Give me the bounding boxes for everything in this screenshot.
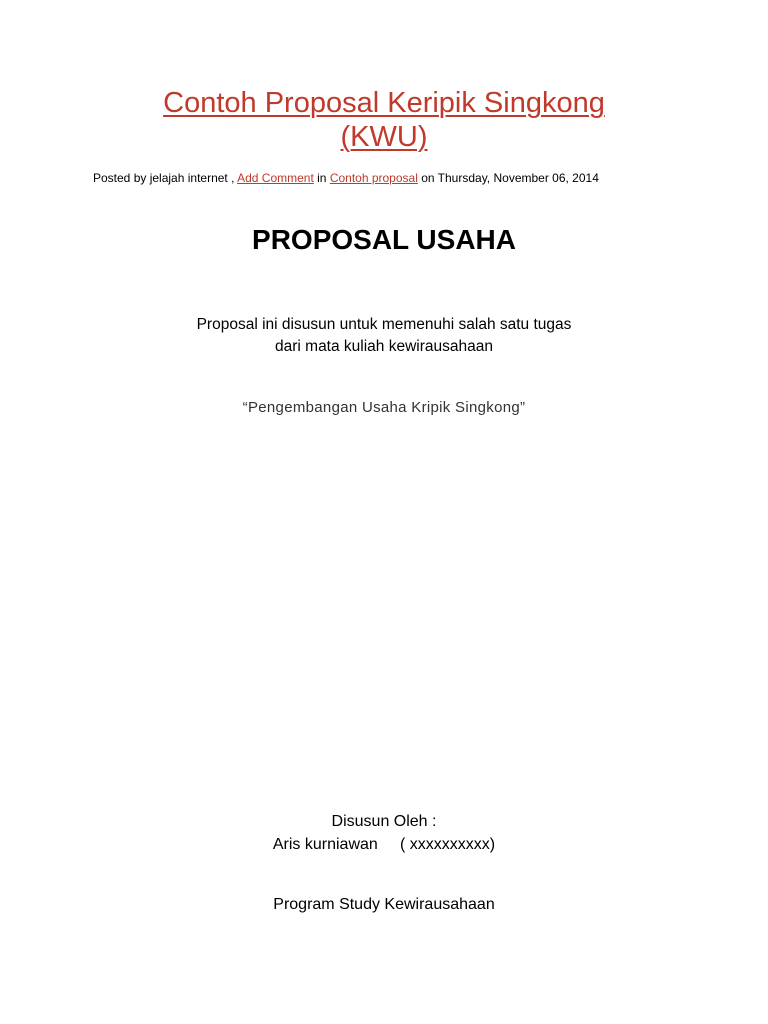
post-title-line-2: (KWU) [340, 121, 428, 153]
document-subtitle: “Pengembangan Usaha Kripik Singkong” [242, 399, 526, 416]
posted-by-text: Posted by jelajah internet , [93, 171, 238, 185]
post-date: on Thursday, November 06, 2014 [417, 171, 599, 185]
purpose-line-2: dari mata kuliah kewirausahaan [275, 338, 493, 355]
document-heading: PROPOSAL USAHA [252, 224, 516, 255]
purpose-line-1: Proposal ini disusun untuk memenuhi salah satu tugas [196, 316, 572, 333]
author-label: Disusun Oleh : [331, 813, 437, 830]
in-text: in [313, 171, 330, 185]
post-title-line-1: Contoh Proposal Keripik Singkong [163, 87, 605, 119]
post-meta [93, 170, 599, 186]
study-program: Program Study Kewirausahaan [273, 896, 495, 913]
category-link[interactable]: Contoh proposal [329, 171, 418, 185]
author-line [0, 834, 768, 856]
post-title-link[interactable] [163, 87, 605, 153]
purpose-statement [0, 314, 768, 358]
author-id: ( xxxxxxxxxx) [400, 836, 496, 853]
post-title [80, 86, 688, 154]
author-name: Aris kurniawan [272, 836, 378, 853]
add-comment-link[interactable]: Add Comment [237, 171, 314, 185]
